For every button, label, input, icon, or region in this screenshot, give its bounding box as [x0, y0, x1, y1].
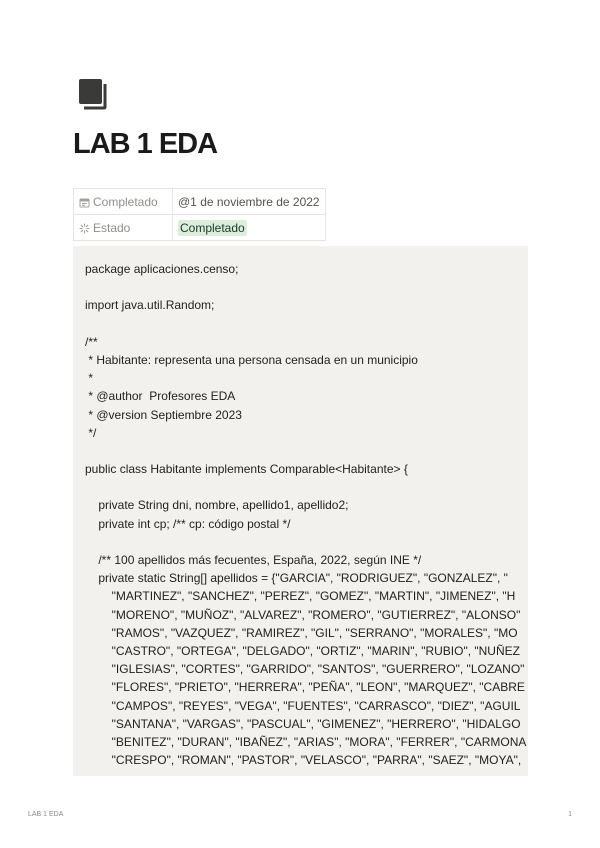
calendar-icon	[79, 197, 90, 208]
code-line: */	[85, 425, 97, 440]
code-line: public class Habitante implements Comparable<Habitante> {	[85, 462, 408, 477]
properties-table	[73, 188, 326, 241]
code-line: "IGLESIAS", "CORTES", "GARRIDO", "SANTOS", "GUERRERO", "LOZANO"	[85, 662, 525, 677]
code-line: private static String[] apellidos = {"GARCIA", "RODRIGUEZ", "GONZALEZ", "	[85, 571, 508, 586]
property-value-date: @1 de noviembre de 2022	[178, 194, 320, 209]
code-line	[85, 278, 526, 296]
code-line: "SANTANA", "VARGAS", "PASCUAL", "GIMENEZ", "HERRERO", "HIDALGO	[85, 716, 521, 731]
code-line	[85, 315, 526, 333]
code-line: "FLORES", "PRIETO", "HERRERA", "PEÑA", "LEON", "MARQUEZ", "CABRE	[85, 680, 525, 695]
code-line: *	[85, 371, 94, 386]
code-line: import java.util.Random;	[85, 298, 215, 313]
status-badge[interactable]: Completado	[180, 220, 245, 235]
property-name-cell	[74, 189, 173, 215]
code-line	[85, 478, 526, 496]
code-line: private String dni, nombre, apellido1, apellido2;	[85, 498, 349, 513]
code-line: * Habitante: representa una persona censada en un municipio	[85, 352, 418, 367]
code-line: /** 100 apellidos más fecuentes, España, 2022, según INE */	[85, 553, 422, 567]
code-block[interactable]	[73, 246, 528, 776]
status-spinner-icon	[79, 223, 90, 234]
property-row-estado	[74, 215, 326, 241]
code-line: * @version Septiembre 2023	[85, 407, 242, 422]
code-line: package aplicaciones.censo;	[85, 262, 239, 276]
code-line: "CAMPOS", "REYES", "VEGA", "FUENTES", "CARRASCO", "DIEZ", "AGUIL	[85, 698, 521, 713]
code-line: "CASTRO", "ORTEGA", "DELGADO", "ORTIZ", "MARIN", "RUBIO", "NUÑEZ	[85, 643, 520, 658]
property-value-cell[interactable]	[173, 215, 326, 241]
property-name: Estado	[93, 220, 131, 235]
property-name: Completado	[93, 194, 158, 209]
code-line: * @author Profesores EDA	[85, 389, 236, 404]
page-title: LAB 1 EDA	[73, 128, 218, 160]
code-line: private int cp; /** cp: código postal */	[85, 516, 291, 531]
code-line: "CRESPO", "ROMAN", "PASTOR", "VELASCO", "PARRA", "SAEZ", "MOYA",	[85, 753, 522, 768]
code-line: "BENITEZ", "DURAN", "IBAÑEZ", "ARIAS", "MORA", "FERRER", "CARMONA	[85, 734, 527, 749]
footer-page-number: 1	[568, 811, 572, 818]
code-line	[85, 442, 526, 460]
code-line: "MORENO", "MUÑOZ", "ALVAREZ", "ROMERO", "GUTIERREZ", "ALONSO"	[85, 607, 521, 622]
code-line	[85, 533, 526, 551]
code-line: "RAMOS", "VAZQUEZ", "RAMIREZ", "GIL", "SERRANO", "MORALES", "MO	[85, 625, 518, 640]
property-row-completado	[74, 189, 326, 215]
code-lines	[85, 260, 526, 769]
document-stack-icon	[78, 78, 110, 110]
code-line: "MARTINEZ", "SANCHEZ", "PEREZ", "GOMEZ", "MARTIN", "JIMENEZ", "H	[85, 589, 516, 604]
property-name-cell	[74, 215, 173, 241]
code-line: /**	[85, 334, 98, 349]
property-value-cell[interactable]	[173, 189, 326, 215]
footer-title: LAB 1 EDA	[28, 811, 64, 818]
